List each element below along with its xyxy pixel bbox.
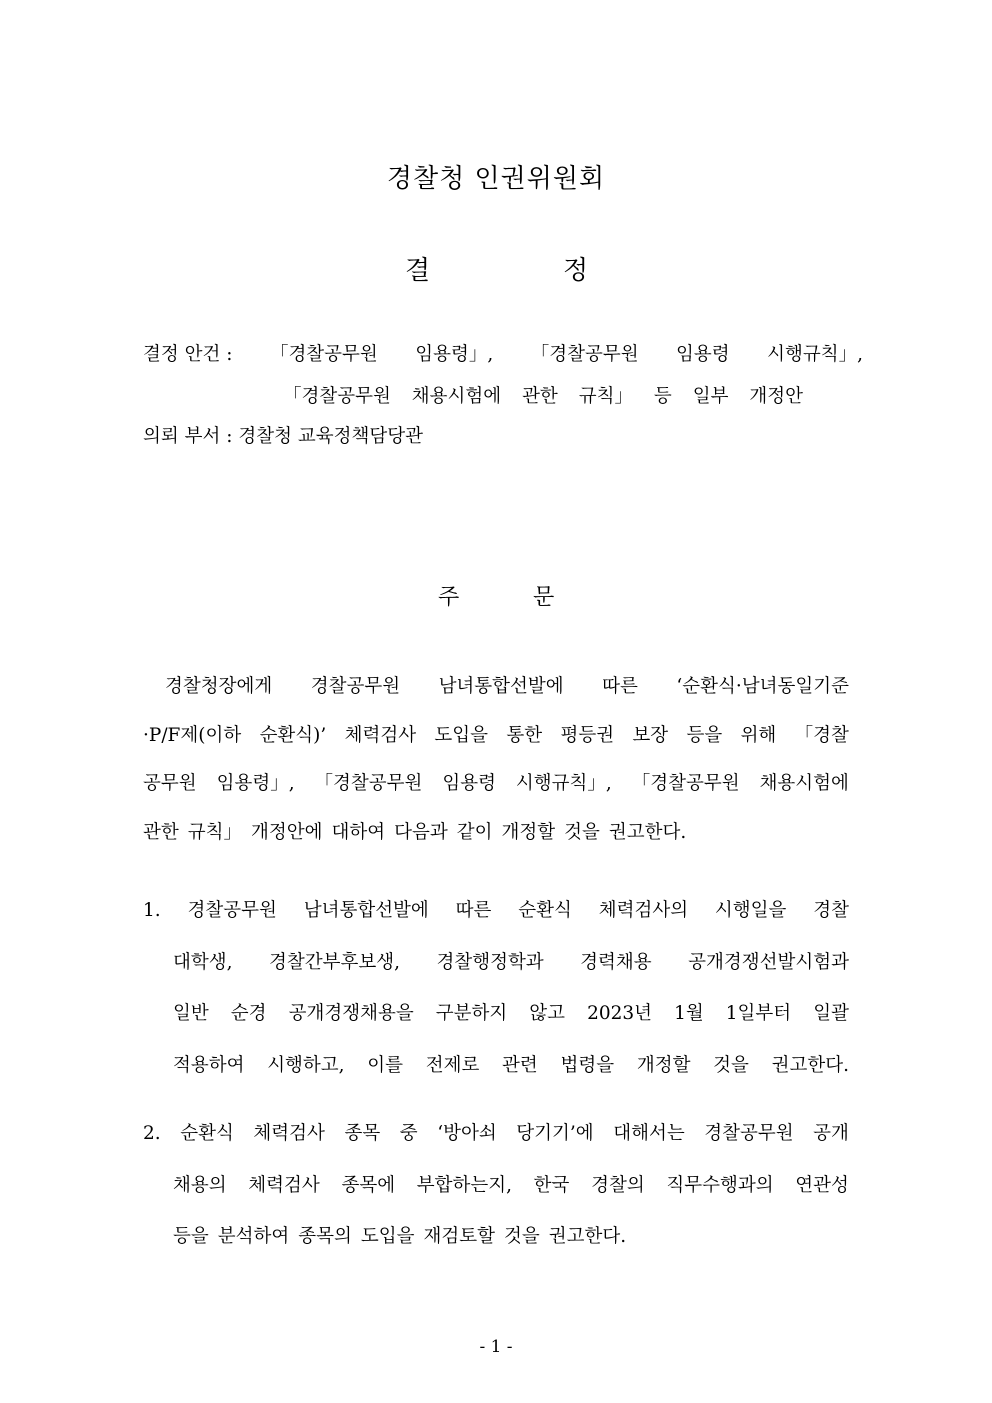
recommendation-item-2 — [143, 1118, 849, 1273]
item-line: 일반 순경 공개경쟁채용을 구분하지 않고 2023년 1월 1일부터 일괄 — [173, 1003, 849, 1024]
agenda-label: 결정 안건 : — [143, 344, 233, 365]
item-line: 등을 분석하여 종목의 도입을 재검토할 것을 권고한다. — [173, 1226, 627, 1247]
item-line: 1. 경찰공무원 남녀통합선발에 따른 순환식 체력검사의 시행일을 경찰 — [143, 895, 849, 947]
item-line: 2. 순환식 체력검사 종목 중 ‘방아쇠 당기기’에 대해서는 경찰공무원 공개 — [143, 1118, 849, 1170]
doc-title-right: 정 — [563, 256, 589, 286]
order-heading-left: 주 — [438, 585, 460, 610]
item-line: 적용하여 시행하고, 이를 전제로 관련 법령을 개정할 것을 권고한다. — [173, 1054, 849, 1076]
decision-meta — [143, 339, 863, 461]
intro-line: ·P/F제(이하 순환식)’ 체력검사 도입을 통한 평등권 보장 등을 위해 「경찰 — [143, 724, 849, 746]
intro-line: 공무원 임용령」, 「경찰공무원 임용령 시행규칙」, 「경찰공무원 채용시험에 — [143, 773, 849, 794]
intro-paragraph — [143, 671, 849, 865]
item-line: 대학생, 경찰간부후보생, 경찰행정학과 경력채용 공개경쟁선발시험과 — [173, 951, 849, 973]
item-number: 1. — [143, 900, 161, 921]
intro-line: 경찰청장에게 경찰공무원 남녀통합선발에 따른 ‘순환식·남녀동일기준 — [165, 676, 849, 697]
dept-value: 경찰청 교육정책담당관 — [238, 426, 423, 447]
agenda-line-2: 「경찰공무원 채용시험에 관한 규칙」 등 일부 개정안 — [283, 386, 803, 407]
item-line: 채용의 체력검사 종목에 부합하는지, 한국 경찰의 직무수행과의 연관성 — [173, 1174, 849, 1196]
order-heading-right: 문 — [533, 585, 555, 610]
dept-line — [143, 421, 863, 461]
recommendation-item-1 — [143, 895, 849, 1101]
page-number: - 1 - — [479, 1337, 513, 1357]
item-number: 2. — [143, 1123, 161, 1144]
dept-label: 의뢰 부서 : — [143, 426, 233, 447]
agenda-line-1: 결정 안건 : 「경찰공무원 임용령」, 「경찰공무원 임용령 시행규칙」, — [143, 339, 863, 381]
intro-line: 관한 규칙」 개정안에 대하여 다음과 같이 개정할 것을 권고한다. — [143, 821, 687, 843]
org-title: 경찰청 인권위원회 — [386, 164, 606, 194]
doc-title-left: 결 — [405, 256, 431, 286]
